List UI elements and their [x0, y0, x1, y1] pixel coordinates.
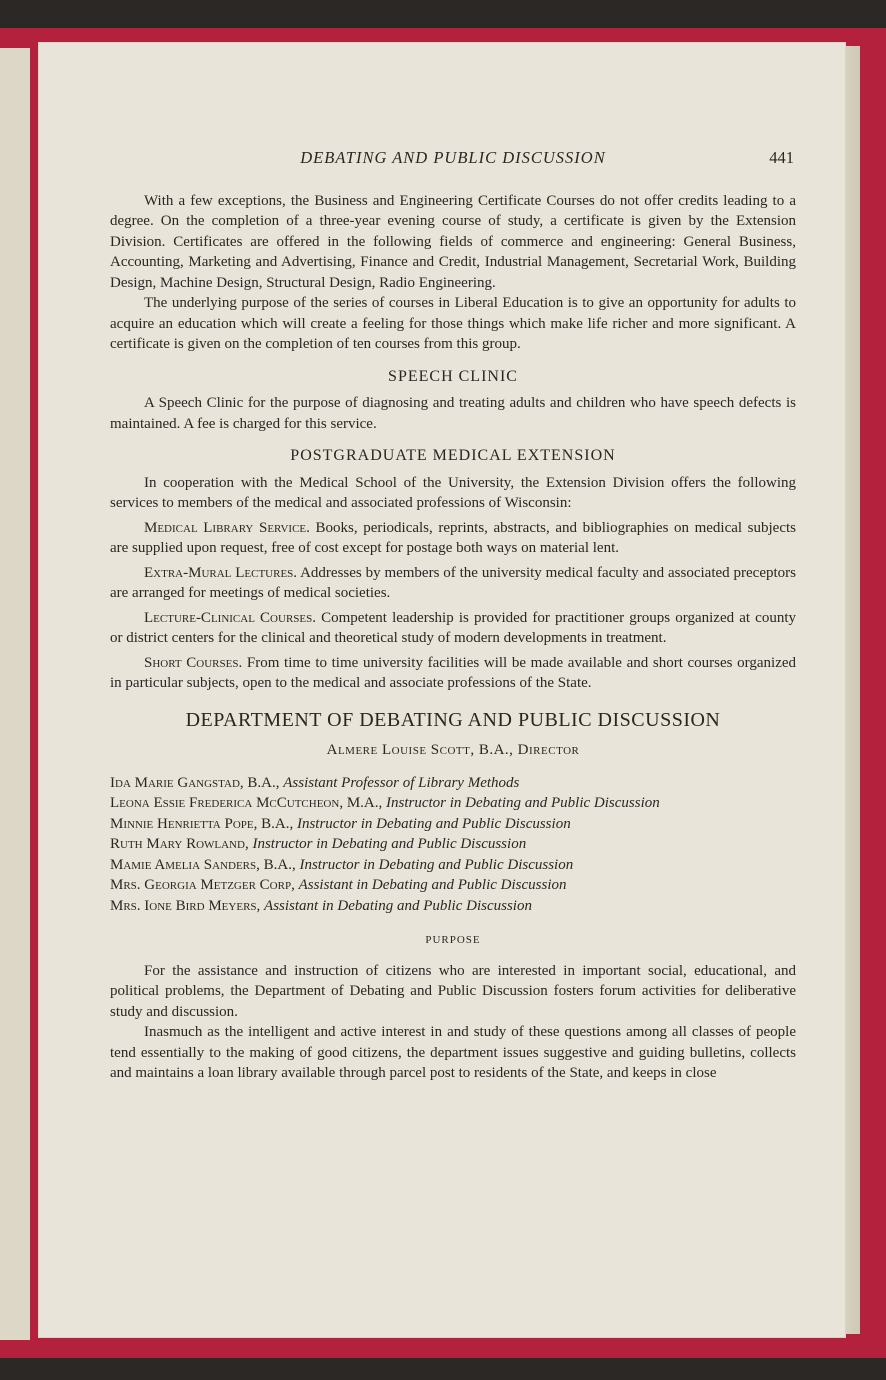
- medical-item-label: Extra-Mural Lectures.: [144, 564, 298, 581]
- previous-page-edge: [0, 48, 30, 1340]
- staff-entry: [110, 793, 796, 814]
- staff-title: Assistant in Debating and Public Discussion: [264, 897, 532, 914]
- paragraph-purpose-2: Inasmuch as the intelligent and active interest in and study of these questions among all classes of people tend essentially to the making of good citizens, the department issues suggestive and guiding bulletins, collects and maintains a loan library available through parcel post to residents of the State, and keeps in close: [110, 1024, 796, 1081]
- running-head-title: DEBATING AND PUBLIC DISCUSSION: [300, 148, 606, 167]
- staff-entry: [110, 814, 796, 835]
- staff-name: Mamie Amelia Sanders, B.A.,: [110, 856, 296, 873]
- medical-item: [110, 608, 796, 649]
- medical-item-text: From time to time university facilities will be made available and short courses organized in particular subjects, open to the medical and associate professions of the State.: [110, 654, 797, 691]
- staff-title: Instructor in Debating and Public Discussion: [252, 836, 527, 852]
- staff-title: Instructor in Debating and Public Discussion: [386, 795, 660, 811]
- medical-item-label: Lecture-Clinical Courses.: [144, 609, 316, 626]
- page-number: 441: [769, 148, 794, 167]
- medical-item: [110, 518, 796, 559]
- running-head: [110, 148, 796, 169]
- staff-entry: [110, 896, 796, 917]
- staff-title: Instructor in Debating and Public Discussion: [296, 815, 571, 832]
- heading-department: DEPARTMENT OF DEBATING AND PUBLIC DISCUSSION: [185, 708, 721, 731]
- staff-list: [110, 773, 796, 917]
- book-page: [38, 42, 846, 1338]
- staff-entry: [110, 875, 796, 896]
- paragraph-medical-intro: In cooperation with the Medical School of the University, the Extension Division offers the following services to members of the medical and associated professions of Wisconsin:: [110, 474, 796, 511]
- page-stack-edge: [846, 46, 860, 1334]
- staff-name: Mrs. Georgia Metzger Corp,: [110, 877, 295, 893]
- staff-title: Instructor in Debating and Public Discussion: [299, 856, 574, 873]
- medical-item-text: Addresses by members of the university medical faculty and associated preceptors are arranged for meetings of medical societies.: [110, 564, 796, 601]
- staff-name: Minnie Henrietta Pope, B.A.,: [110, 815, 294, 832]
- medical-item-text: Books, periodicals, reprints, abstracts, and bibliographies on medical subjects are supplied upon request, free of cost except for postage both ways on material lent.: [110, 519, 797, 556]
- heading-medical-extension: POSTGRADUATE MEDICAL EXTENSION: [290, 447, 616, 464]
- medical-item-label: Short Courses.: [144, 654, 243, 671]
- paragraph-liberal-education: The underlying purpose of the series of courses in Liberal Education is to give an opportunity for adults to acquire an education which will create a feeling for those things which make life richer and more significant. A certificate is given on the completion of ten courses from this group.: [110, 295, 796, 352]
- staff-entry: [110, 773, 796, 794]
- department-director: Almere Louise Scott, B.A., Director: [326, 742, 580, 758]
- paragraph-purpose-1: For the assistance and instruction of citizens who are interested in important social, educational, and political problems, the Department of Debating and Public Discussion fosters forum activities for deliberative study and discussion.: [110, 962, 796, 1020]
- medical-item: [110, 563, 796, 604]
- staff-name: Ida Marie Gangstad, B.A.,: [110, 774, 280, 791]
- page-content: [110, 148, 796, 1084]
- medical-item-label: Medical Library Service.: [144, 519, 310, 536]
- staff-name: Leona Essie Frederica McCutcheon, M.A.,: [110, 795, 383, 811]
- staff-entry: [110, 834, 796, 855]
- heading-purpose: PURPOSE: [425, 934, 481, 946]
- staff-name: Mrs. Ione Bird Meyers,: [110, 897, 261, 914]
- staff-name: Ruth Mary Rowland,: [110, 836, 249, 852]
- staff-title: Assistant Professor of Library Methods: [283, 774, 520, 791]
- medical-item-text: Competent leadership is provided for practitioner groups organized at county or district centers for the clinical and theoretical study of modern developments in treatment.: [110, 609, 796, 646]
- staff-entry: [110, 855, 796, 876]
- heading-speech-clinic: SPEECH CLINIC: [388, 367, 518, 385]
- medical-item: [110, 653, 796, 694]
- paragraph-certificates: With a few exceptions, the Business and Engineering Certificate Courses do not offer credits leading to a degree. On the completion of a three-year evening course of study, a certificate is given by the Extension Division. Certificates are offered in the following fields of commerce and engineering: General Business, Accounting, Marketing and Advertising, Finance and Credit, Industrial Management, Secretarial Work, Building Design, Machine Design, Structural Design, Radio Engineering.: [110, 192, 796, 291]
- paragraph-speech-clinic: A Speech Clinic for the purpose of diagnosing and treating adults and children who have speech defects is maintained. A fee is charged for this service.: [110, 395, 796, 432]
- staff-title: Assistant in Debating and Public Discussion: [298, 877, 567, 893]
